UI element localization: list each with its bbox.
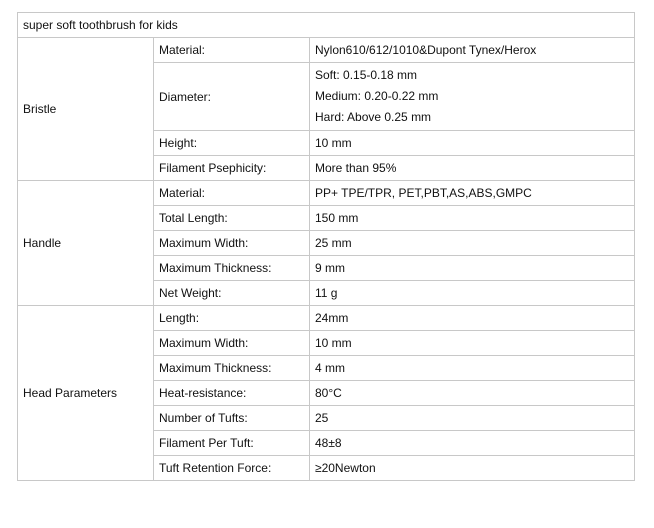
spec-label: Length: — [154, 306, 310, 331]
spec-label: Tuft Retention Force: — [154, 456, 310, 481]
spec-value: 150 mm — [310, 206, 635, 231]
spec-value: 9 mm — [310, 256, 635, 281]
spec-label: Material: — [154, 38, 310, 63]
group-label-head-parameters: Head Parameters — [18, 306, 154, 481]
spec-label: Diameter: — [154, 63, 310, 131]
spec-value: More than 95% — [310, 156, 635, 181]
spec-value: 25 mm — [310, 231, 635, 256]
table-row — [18, 38, 635, 63]
table-row — [18, 306, 635, 331]
spec-value: 25 — [310, 406, 635, 431]
spec-label: Material: — [154, 181, 310, 206]
spec-value: 48±8 — [310, 431, 635, 456]
spec-value: 4 mm — [310, 356, 635, 381]
spec-value: 24mm — [310, 306, 635, 331]
spec-label: Filament Psephicity: — [154, 156, 310, 181]
group-label-handle: Handle — [18, 181, 154, 306]
spec-label: Maximum Width: — [154, 331, 310, 356]
spec-value: PP+ TPE/TPR, PET,PBT,AS,ABS,GMPC — [310, 181, 635, 206]
spec-value-line: Hard: Above 0.25 mm — [315, 110, 432, 124]
spec-value: 10 mm — [310, 131, 635, 156]
table-row — [18, 181, 635, 206]
spec-value: 80°C — [310, 381, 635, 406]
spec-value: 11 g — [310, 281, 635, 306]
spec-value-line: Soft: 0.15-0.18 mm — [315, 68, 418, 82]
spec-label: Maximum Thickness: — [154, 356, 310, 381]
spec-label: Maximum Width: — [154, 231, 310, 256]
spec-label: Total Length: — [154, 206, 310, 231]
spec-value: 10 mm — [310, 331, 635, 356]
group-label-bristle: Bristle — [18, 38, 154, 181]
spec-table — [17, 12, 635, 481]
spec-label: Number of Tufts: — [154, 406, 310, 431]
spec-label: Height: — [154, 131, 310, 156]
spec-value-line: Medium: 0.20-0.22 mm — [315, 89, 439, 103]
title-row — [18, 13, 635, 38]
spec-value: ≥20Newton — [310, 456, 635, 481]
spec-label: Filament Per Tuft: — [154, 431, 310, 456]
table-title: super soft toothbrush for kids — [18, 13, 635, 38]
spec-label: Heat-resistance: — [154, 381, 310, 406]
spec-value: Nylon610/612/1010&Dupont Tynex/Herox — [310, 38, 635, 63]
spec-value-multiline — [310, 63, 635, 131]
spec-label: Maximum Thickness: — [154, 256, 310, 281]
spec-label: Net Weight: — [154, 281, 310, 306]
